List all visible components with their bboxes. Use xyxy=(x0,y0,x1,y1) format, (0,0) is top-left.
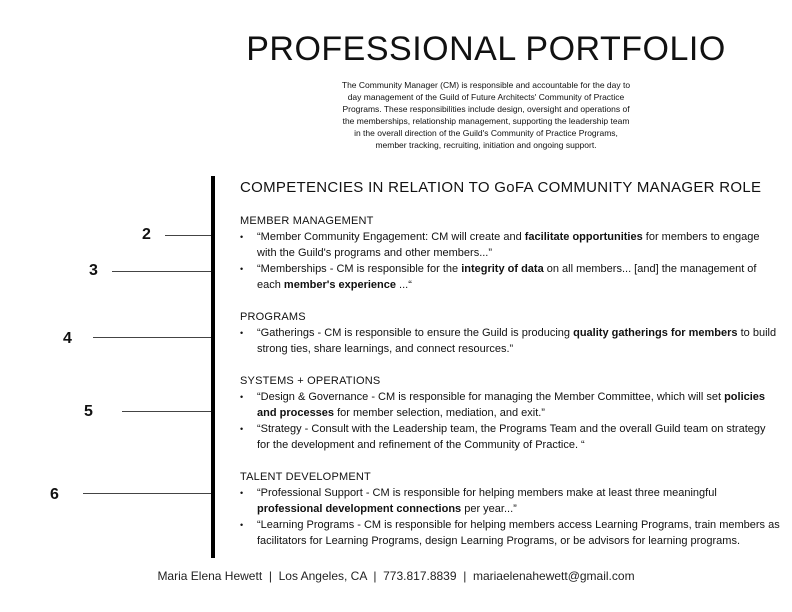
intro-paragraph: The Community Manager (CM) is responsible and accountable for the day to day management of the Guild of Future Architects' Community of Practice Programs. These responsibilities include design, oversight and operations of the memberships, relationship management, supporting the leadership team in the overall direction of the Guild's Community of Practice Programs, member tracking, recruiting, initiation and ongoing support. xyxy=(341,80,631,151)
marker-number: 5 xyxy=(84,403,93,420)
section-talent-development xyxy=(240,469,780,549)
marker-line xyxy=(122,411,211,412)
marker-line xyxy=(83,493,211,494)
section-systems-operations xyxy=(240,373,780,453)
list-item: • “Professional Support - CM is responsible for helping members make at least three meaningful professional development connections per year...” xyxy=(240,485,780,517)
marker-line xyxy=(93,337,211,338)
list-item: • “Learning Programs - CM is responsible for helping members access Learning Programs, train members as facilitators for Learning Programs, design Learning Programs, or be advisors for learning programs. xyxy=(240,517,780,549)
marker-line xyxy=(112,271,211,272)
marker-number: 3 xyxy=(89,262,98,279)
list-item: • “Member Community Engagement: CM will create and facilitate opportunities for members to engage with the Guild's programs and other members...” xyxy=(240,229,780,261)
list-item: • “Gatherings - CM is responsible to ensure the Guild is producing quality gatherings for members to build strong ties, share learnings, and connect resources.” xyxy=(240,325,780,357)
section-title: MEMBER MANAGEMENT xyxy=(240,215,374,227)
competencies-heading: COMPETENCIES IN RELATION TO GoFA COMMUNITY MANAGER ROLE xyxy=(240,179,762,196)
section-title: PROGRAMS xyxy=(240,311,306,323)
marker-number: 2 xyxy=(142,226,151,243)
section-title: TALENT DEVELOPMENT xyxy=(240,471,371,483)
marker-line xyxy=(165,235,211,236)
contact-footer: Maria Elena Hewett | Los Angeles, CA | 773.817.8839 | mariaelenahewett@gmail.com xyxy=(157,569,635,583)
section-programs xyxy=(240,309,780,357)
section-title: SYSTEMS + OPERATIONS xyxy=(240,375,381,387)
list-item: • “Memberships - CM is responsible for the integrity of data on all members... [and] the management of each member's experience ...“ xyxy=(240,261,780,293)
page-title: PROFESSIONAL PORTFOLIO xyxy=(246,30,726,68)
list-item: • “Design & Governance - CM is responsible for managing the Member Committee, which will set policies and processes for member selection, mediation, and exit.” xyxy=(240,389,780,421)
competencies-content xyxy=(240,180,780,565)
timeline-bar xyxy=(211,176,215,558)
marker-number: 6 xyxy=(50,486,59,503)
marker-number: 4 xyxy=(63,330,72,347)
section-member-management xyxy=(240,213,780,293)
list-item: • “Strategy - Consult with the Leadership team, the Programs Team and the overall Guild team on strategy for the development and refinement of the Community of Practice. “ xyxy=(240,421,780,453)
